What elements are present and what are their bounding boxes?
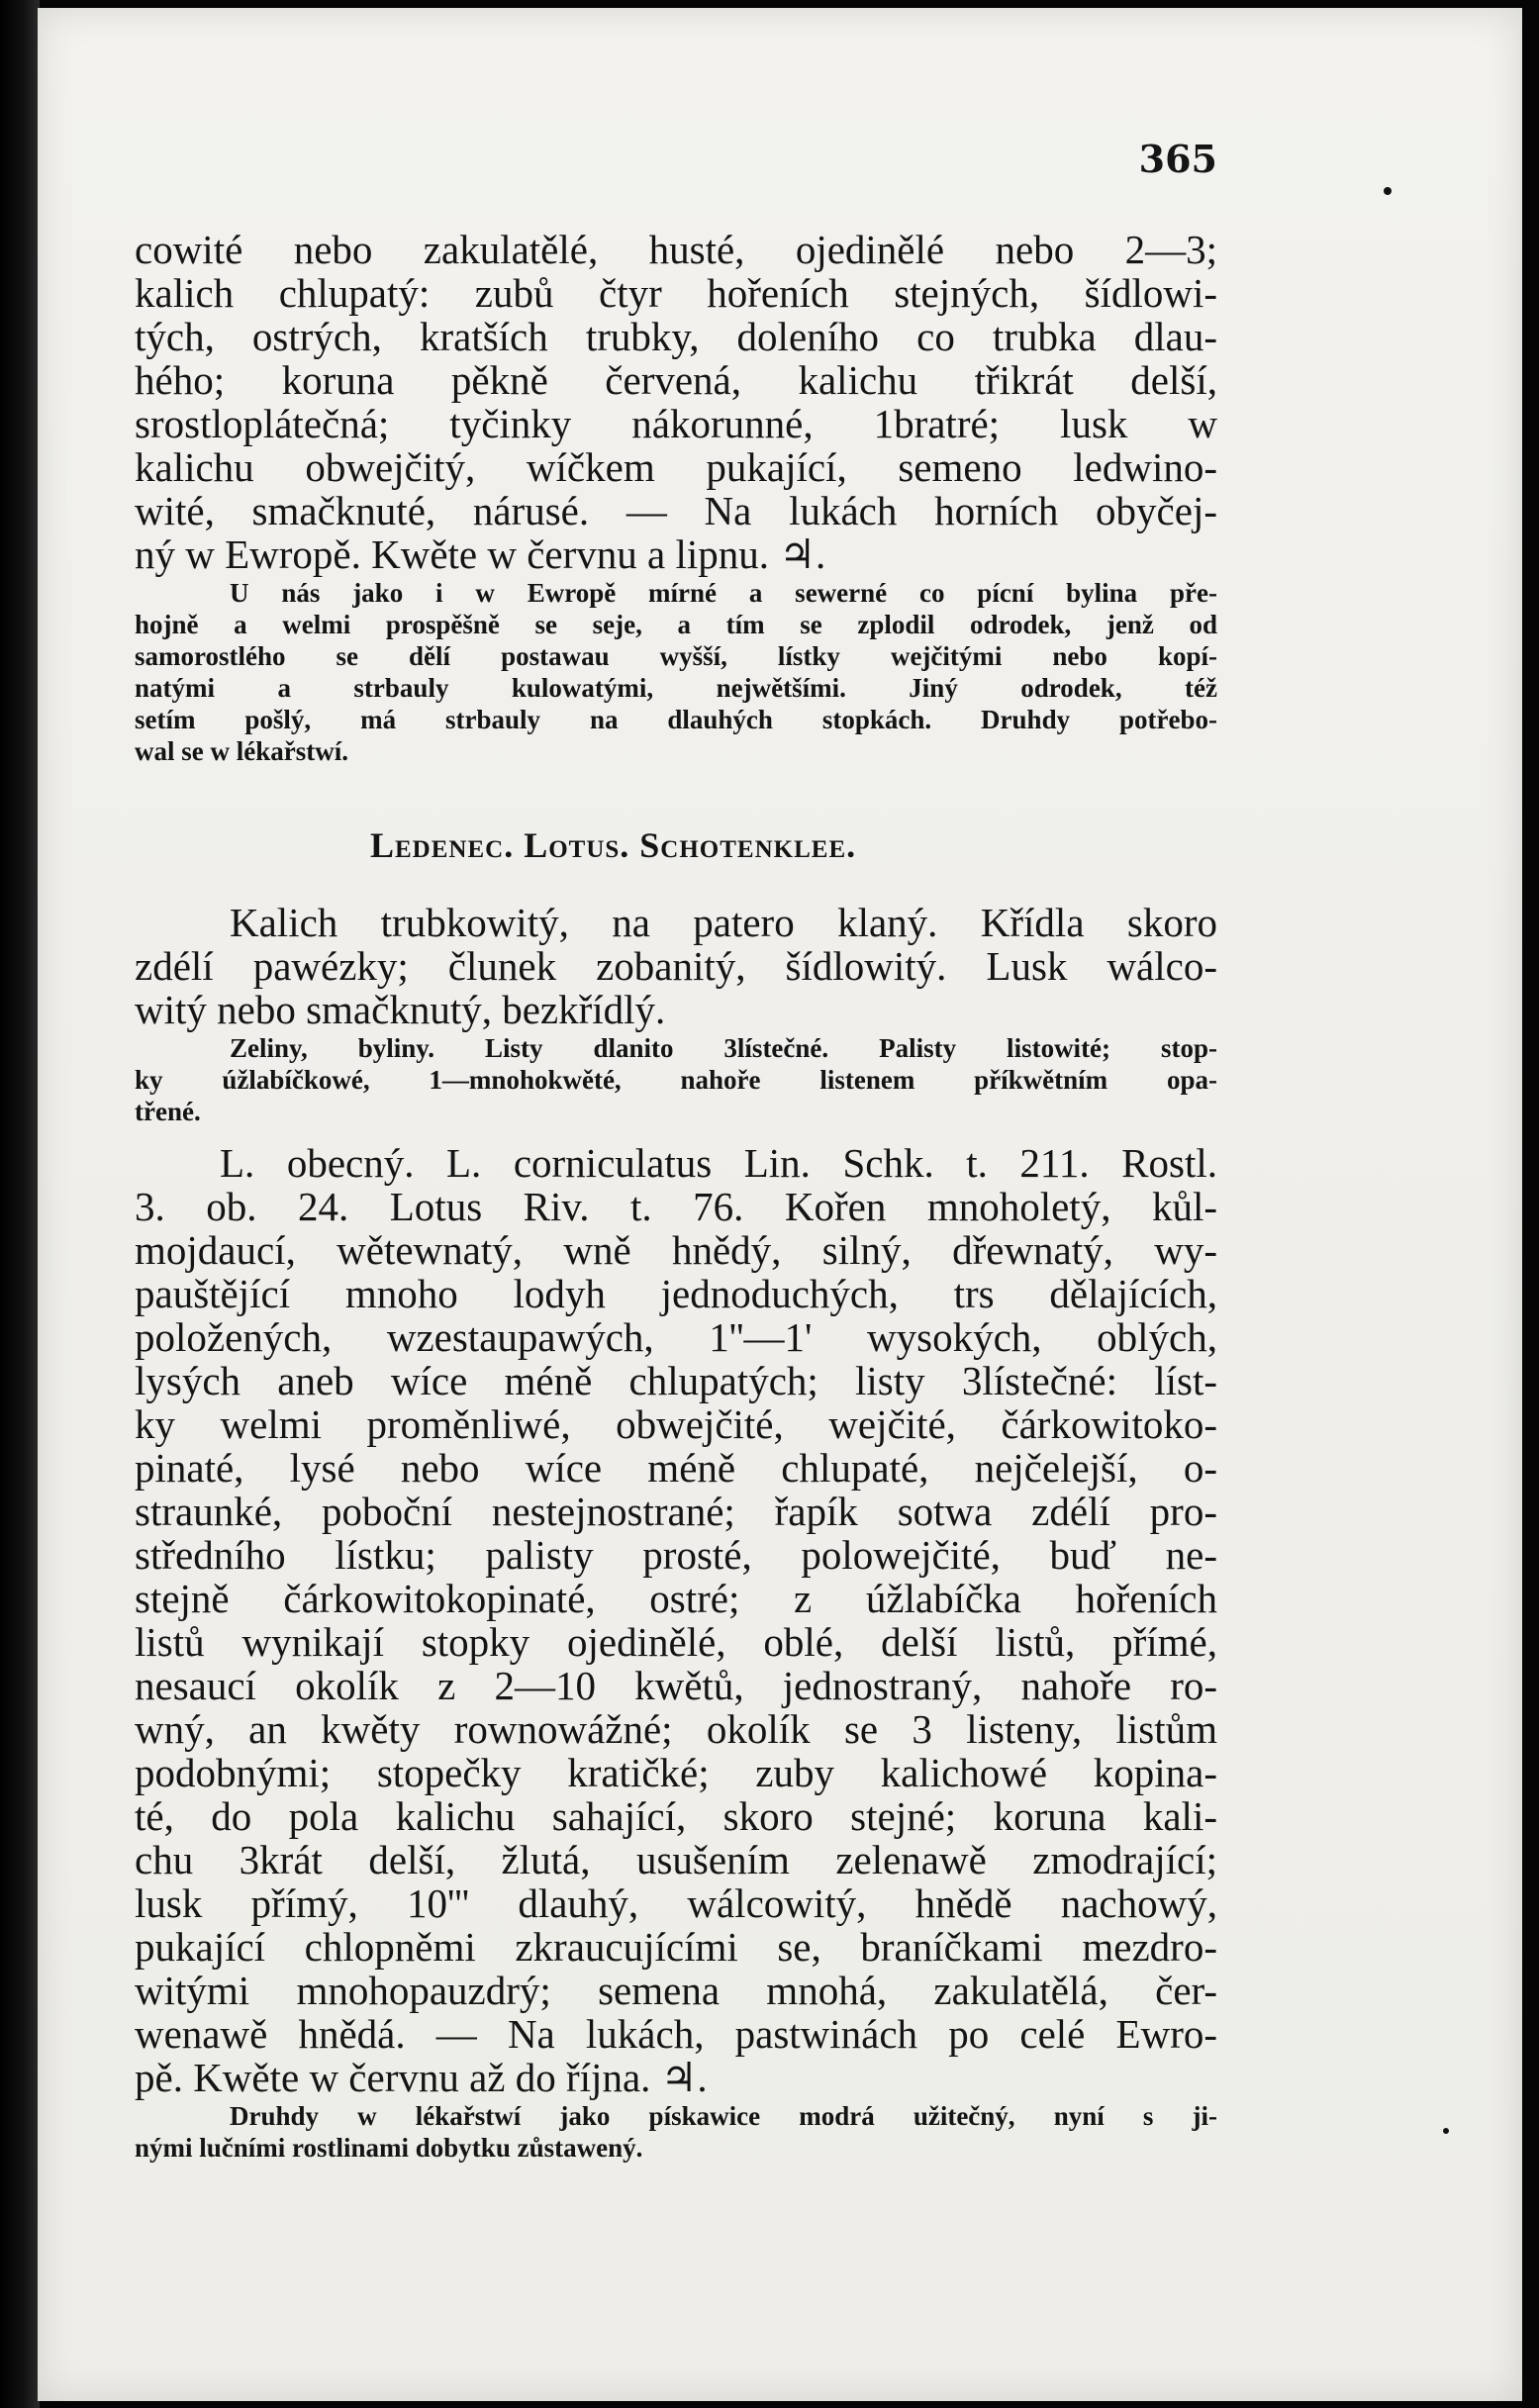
body-line: Kalich trubkowitý, na patero klaný. Křídla skoro	[230, 900, 1217, 945]
page-number: 365	[1138, 137, 1217, 181]
note-line: samorostlého se dělí postawau wyšší, lístky wejčitými nebo kopí-	[135, 641, 1217, 671]
body-line: cowité nebo zakulatělé, husté, ojedinělé nebo 2—3;	[135, 227, 1217, 272]
body-line: položených, wzestaupawých, 1''—1' wysokých, oblých,	[135, 1314, 1217, 1360]
book-binding-shadow	[0, 0, 40, 2408]
body-line: tých, ostrých, kratších trubky, doleního co trubka dlau-	[135, 314, 1217, 359]
body-line: witý nebo smačknutý, bezkřídlý.	[135, 987, 666, 1032]
scan-speck	[1384, 187, 1392, 195]
body-line: pauštějící mnoho lodyh jednoduchých, trs dělajících,	[135, 1271, 1217, 1316]
body-line: wný, an kwěty rownowážné; okolík se 3 listeny, listům	[135, 1706, 1217, 1752]
body-line: pinaté, lysé nebo wíce méně chlupaté, nejčelejší, o-	[135, 1445, 1217, 1491]
body-line: wenawě hnědá. — Na lukách, pastwinách po celé Ewro-	[135, 2011, 1217, 2057]
body-line: stejně čárkowitokopinaté, ostré; z úžlabíčka hořeních	[135, 1576, 1217, 1621]
body-line: L. obecný. L. corniculatus Lin. Schk. t. 211. Rostl.	[220, 1140, 1217, 1186]
body-line: ky welmi proměnliwé, obwejčité, wejčité, čárkowitoko-	[135, 1401, 1217, 1447]
note-line: nými lučními rostlinami dobytku zůstawený.	[135, 2133, 643, 2163]
note-line: třené.	[135, 1097, 201, 1126]
body-line: lysých aneb wíce méně chlupatých; listy 3lístečné: líst-	[135, 1358, 1217, 1403]
body-line: 3. ob. 24. Lotus Riv. t. 76. Kořen mnoholetý, kůl-	[135, 1184, 1217, 1229]
note-line: natými a strbauly kulowatými, nejwětšími. Jiný odrodek, též	[135, 673, 1217, 703]
body-line: podobnými; stopečky kratičké; zuby kalichowé kopina-	[135, 1750, 1217, 1795]
body-line: nesaucí okolík z 2—10 kwětů, jednostraný, nahoře ro-	[135, 1663, 1217, 1708]
note-line: U nás jako i w Ewropě mírné a sewerné co pícní bylina pře-	[230, 578, 1217, 608]
body-line: středního lístku; palisty prosté, polowejčité, buď ne-	[135, 1532, 1217, 1578]
body-line: mojdaucí, wětewnatý, wně hnědý, silný, dřewnatý, wy-	[135, 1227, 1217, 1273]
body-line: wité, smačknuté, nárusé. — Na lukách horních obyčej-	[135, 488, 1217, 533]
body-line: ný w Ewropě. Kwěte w červnu a lipnu. ♃.	[135, 531, 826, 577]
body-line: srostloplátečná; tyčinky nákorunné, 1bratré; lusk w	[135, 401, 1217, 446]
body-line: hého; koruna pěkně červená, kalichu třikrát delší,	[135, 357, 1217, 403]
scan-speck	[1443, 2128, 1449, 2134]
note-line: wal se w lékařstwí.	[135, 736, 348, 766]
body-line: straunké, poboční nestejnostrané; řapík sotwa zdélí pro-	[135, 1489, 1217, 1534]
body-line: zdélí pawézky; člunek zobanitý, šídlowitý. Lusk wálco-	[135, 943, 1217, 989]
genus-heading: Ledenec. Lotus. Schotenklee.	[370, 825, 857, 865]
body-line: té, do pola kalichu sahající, skoro stejné; koruna kali-	[135, 1793, 1217, 1839]
body-line: kalich chlupatý: zubů čtyr hořeních stejných, šídlowi-	[135, 270, 1217, 316]
body-line: witými mnohopauzdrý; semena mnohá, zakulatělá, čer-	[135, 1968, 1217, 2013]
note-line: Druhdy w lékařstwí jako pískawice modrá užitečný, nyní s ji-	[230, 2101, 1217, 2131]
note-line: setím pošlý, má strbauly na dlauhých stopkách. Druhdy potřebo-	[135, 705, 1217, 734]
body-line: pukající chlopněmi zkraucujícími se, braníčkami mezdro-	[135, 1924, 1217, 1970]
note-line: Zeliny, byliny. Listy dlanito 3lístečné. Palisty listowité; stop-	[230, 1033, 1217, 1063]
body-line: chu 3krát delší, žlutá, usušením zelenawě zmodrající;	[135, 1837, 1217, 1882]
note-line: hojně a welmi prospěšně se seje, a tím se zplodil odrodek, jenž od	[135, 610, 1217, 639]
note-line: ky úžlabíčkowé, 1—mnohokwěté, nahoře listenem příkwětním opa-	[135, 1065, 1217, 1095]
body-line: lusk přímý, 10''' dlauhý, wálcowitý, hnědě nachowý,	[135, 1880, 1217, 1926]
body-line: listů wynikají stopky ojedinělé, oblé, delší listů, přímé,	[135, 1619, 1217, 1665]
body-line: kalichu obwejčitý, wíčkem pukající, semeno ledwino-	[135, 444, 1217, 490]
body-line: pě. Kwěte w červnu až do října. ♃.	[135, 2055, 708, 2100]
